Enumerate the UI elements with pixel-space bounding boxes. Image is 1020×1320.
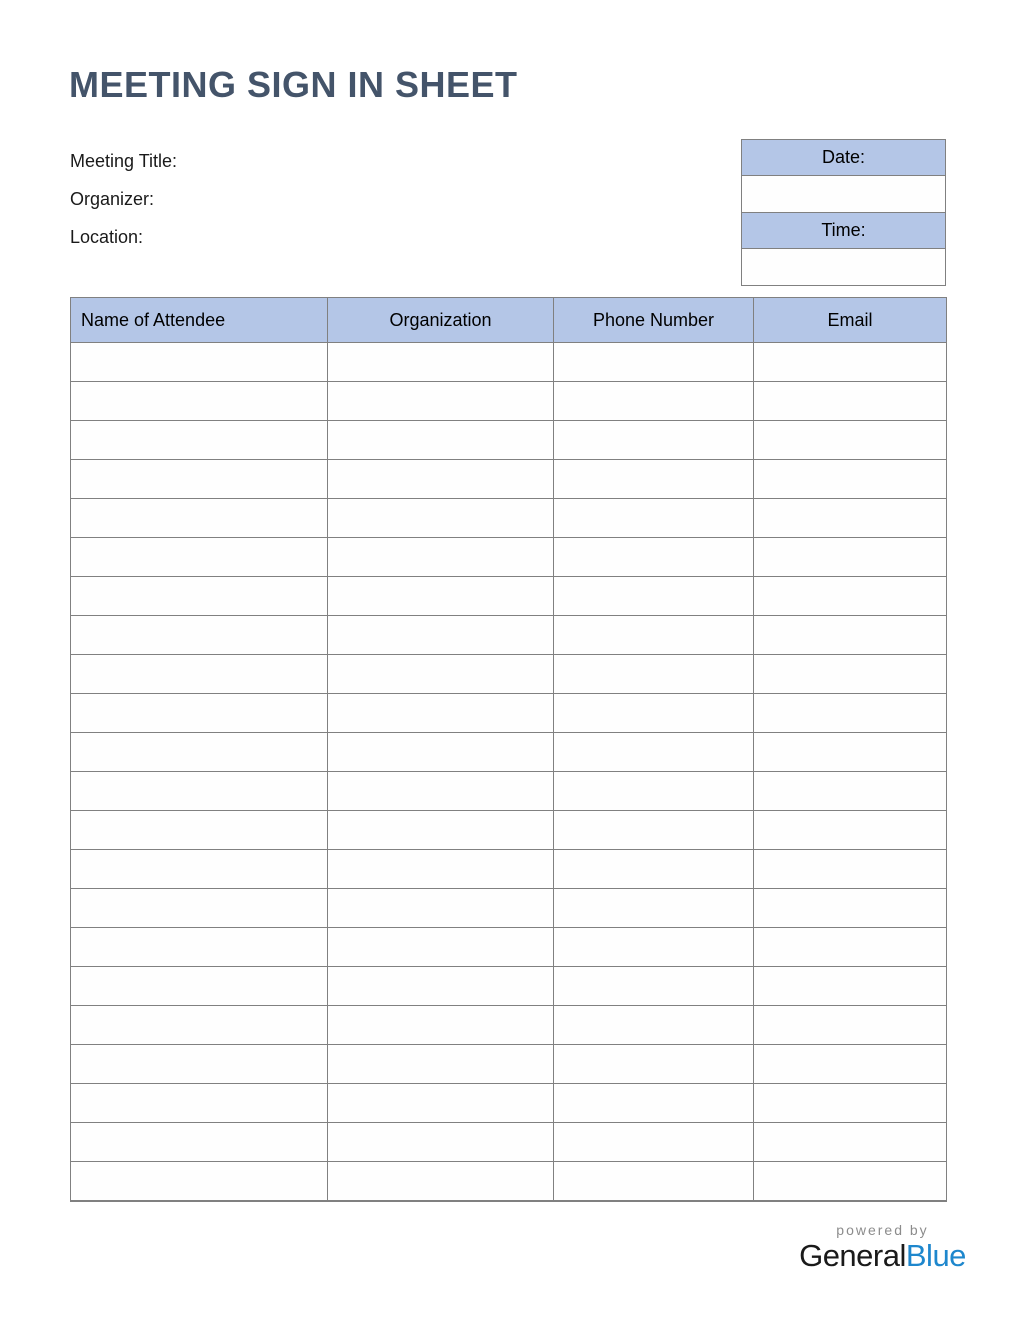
table-cell[interactable] [328, 538, 554, 577]
table-cell[interactable] [554, 811, 754, 850]
table-row [71, 772, 947, 811]
signin-table-body [71, 343, 947, 1202]
table-cell[interactable] [328, 1006, 554, 1045]
date-value-cell[interactable] [742, 176, 945, 213]
table-cell[interactable] [754, 343, 947, 382]
table-cell[interactable] [71, 1084, 328, 1123]
table-cell[interactable] [71, 967, 328, 1006]
table-cell[interactable] [71, 772, 328, 811]
table-cell[interactable] [328, 889, 554, 928]
brand-footer [795, 1222, 970, 1273]
table-cell[interactable] [554, 655, 754, 694]
table-cell[interactable] [754, 850, 947, 889]
table-cell[interactable] [754, 499, 947, 538]
table-cell[interactable] [554, 616, 754, 655]
table-cell[interactable] [328, 616, 554, 655]
table-cell[interactable] [328, 967, 554, 1006]
table-row [71, 460, 947, 499]
table-cell[interactable] [328, 499, 554, 538]
table-cell[interactable] [328, 655, 554, 694]
col-header-email: Email [754, 298, 947, 343]
table-cell[interactable] [328, 694, 554, 733]
table-row [71, 343, 947, 382]
brand-logo [795, 1240, 970, 1273]
table-cell[interactable] [328, 1045, 554, 1084]
table-row [71, 1162, 947, 1202]
table-cell[interactable] [754, 889, 947, 928]
table-row [71, 538, 947, 577]
table-cell[interactable] [328, 382, 554, 421]
table-cell[interactable] [554, 499, 754, 538]
table-cell[interactable] [554, 421, 754, 460]
table-cell[interactable] [754, 772, 947, 811]
table-cell[interactable] [71, 1162, 328, 1202]
table-cell[interactable] [71, 733, 328, 772]
table-row [71, 889, 947, 928]
table-cell[interactable] [754, 382, 947, 421]
table-cell[interactable] [71, 928, 328, 967]
table-row [71, 694, 947, 733]
table-cell[interactable] [554, 1045, 754, 1084]
organizer-label: Organizer: [70, 189, 155, 209]
table-row [71, 1045, 947, 1084]
table-cell[interactable] [754, 538, 947, 577]
table-cell[interactable] [754, 694, 947, 733]
table-cell[interactable] [328, 460, 554, 499]
location-label: Location: [70, 227, 144, 247]
table-row [71, 1084, 947, 1123]
table-cell[interactable] [554, 382, 754, 421]
table-cell[interactable] [754, 967, 947, 1006]
table-cell[interactable] [328, 1084, 554, 1123]
table-cell[interactable] [71, 577, 328, 616]
table-cell[interactable] [71, 343, 328, 382]
table-cell[interactable] [71, 850, 328, 889]
table-cell[interactable] [554, 343, 754, 382]
table-cell[interactable] [754, 1162, 947, 1202]
table-cell[interactable] [71, 421, 328, 460]
table-cell[interactable] [554, 772, 754, 811]
table-cell[interactable] [754, 460, 947, 499]
table-cell[interactable] [754, 655, 947, 694]
col-header-phone-number: Phone Number [554, 298, 754, 343]
table-cell[interactable] [71, 382, 328, 421]
page-title: MEETING SIGN IN SHEET [69, 64, 518, 105]
table-row [71, 811, 947, 850]
table-cell[interactable] [71, 694, 328, 733]
table-cell[interactable] [754, 733, 947, 772]
table-cell[interactable] [754, 421, 947, 460]
table-row [71, 382, 947, 421]
table-cell[interactable] [754, 1006, 947, 1045]
table-cell[interactable] [554, 967, 754, 1006]
table-cell[interactable] [554, 928, 754, 967]
table-row [71, 499, 947, 538]
table-cell[interactable] [328, 343, 554, 382]
table-row [71, 967, 947, 1006]
meeting-title-label: Meeting Title: [70, 151, 178, 171]
table-cell[interactable] [754, 928, 947, 967]
table-header-row [71, 298, 947, 343]
table-cell[interactable] [554, 538, 754, 577]
brand-general-text: General [799, 1238, 906, 1273]
table-cell[interactable] [328, 811, 554, 850]
table-cell[interactable] [754, 811, 947, 850]
table-cell[interactable] [71, 1123, 328, 1162]
col-header-name-of-attendee: Name of Attendee [71, 298, 328, 343]
table-cell[interactable] [328, 733, 554, 772]
table-cell[interactable] [754, 1084, 947, 1123]
table-cell[interactable] [328, 1123, 554, 1162]
table-cell[interactable] [554, 1123, 754, 1162]
time-header: Time: [742, 213, 945, 249]
table-cell[interactable] [71, 811, 328, 850]
table-row [71, 1006, 947, 1045]
table-cell[interactable] [554, 460, 754, 499]
table-cell[interactable] [71, 1045, 328, 1084]
table-cell[interactable] [328, 928, 554, 967]
table-cell[interactable] [328, 772, 554, 811]
meeting-info [70, 151, 177, 247]
table-cell[interactable] [554, 694, 754, 733]
table-row [71, 1123, 947, 1162]
datetime-box [741, 139, 946, 286]
time-value-cell[interactable] [742, 249, 945, 285]
table-cell[interactable] [554, 850, 754, 889]
table-cell[interactable] [71, 1006, 328, 1045]
table-row [71, 577, 947, 616]
table-cell[interactable] [328, 1162, 554, 1202]
signin-table [70, 297, 947, 1202]
table-cell[interactable] [328, 421, 554, 460]
table-cell[interactable] [328, 850, 554, 889]
table-row [71, 928, 947, 967]
table-row [71, 616, 947, 655]
table-cell[interactable] [554, 1084, 754, 1123]
table-cell[interactable] [554, 1006, 754, 1045]
table-cell[interactable] [554, 1162, 754, 1202]
table-row [71, 655, 947, 694]
table-row [71, 421, 947, 460]
table-cell[interactable] [71, 538, 328, 577]
table-cell[interactable] [71, 655, 328, 694]
table-cell[interactable] [71, 889, 328, 928]
table-cell[interactable] [71, 616, 328, 655]
table-row [71, 850, 947, 889]
table-cell[interactable] [754, 577, 947, 616]
table-cell[interactable] [554, 577, 754, 616]
table-cell[interactable] [328, 577, 554, 616]
table-cell[interactable] [554, 889, 754, 928]
table-cell[interactable] [71, 499, 328, 538]
date-header: Date: [742, 140, 945, 176]
table-row [71, 733, 947, 772]
table-cell[interactable] [554, 733, 754, 772]
col-header-organization: Organization [328, 298, 554, 343]
table-cell[interactable] [754, 1045, 947, 1084]
table-cell[interactable] [754, 1123, 947, 1162]
powered-by-text: powered by [836, 1222, 929, 1238]
table-cell[interactable] [71, 460, 328, 499]
brand-blue-text: Blue [905, 1238, 966, 1273]
table-cell[interactable] [754, 616, 947, 655]
